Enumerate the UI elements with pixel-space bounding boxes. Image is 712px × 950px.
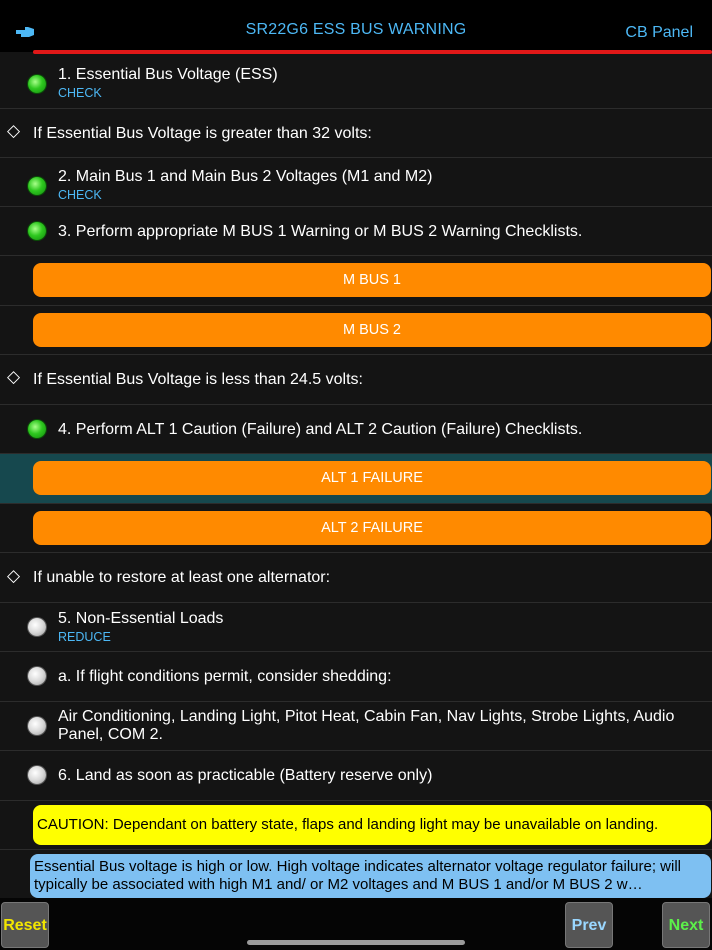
checklist — [0, 54, 712, 906]
item-action: REDUCE — [58, 630, 111, 644]
checklist-item[interactable] — [0, 207, 712, 256]
checklist-item[interactable] — [0, 751, 712, 801]
link-row — [0, 504, 712, 553]
checklist-item[interactable] — [0, 603, 712, 652]
checklist-item[interactable] — [0, 54, 712, 109]
condition-row — [0, 355, 712, 405]
item-action: CHECK — [58, 188, 102, 202]
status-pending-icon — [28, 717, 46, 735]
item-label: 6. Land as soon as practicable (Battery reserve only) — [58, 767, 433, 784]
item-label: 1. Essential Bus Voltage (ESS) — [58, 66, 278, 83]
checklist-item[interactable] — [0, 652, 712, 702]
caution-banner: CAUTION: Dependant on battery state, flaps and landing light may be unavailable on landing. — [33, 805, 711, 845]
m-bus-1-button[interactable]: M BUS 1 — [33, 263, 711, 297]
cb-panel-link[interactable]: CB Panel — [625, 24, 693, 41]
checklist-item[interactable] — [0, 702, 712, 751]
link-row — [0, 256, 712, 306]
item-label: 5. Non-Essential Loads — [58, 610, 224, 627]
item-label: 4. Perform ALT 1 Caution (Failure) and ALT 2 Caution (Failure) Checklists. — [58, 421, 583, 438]
note-text: Essential Bus voltage is high or low. High voltage indicates alternator voltage regulator failure; will typically be associated with high M1 and/ or M2 voltages and M BUS 1 and/or M BUS 2 w… — [34, 858, 682, 893]
condition-text: If unable to restore at least one alternator: — [33, 569, 331, 586]
status-pending-icon — [28, 766, 46, 784]
status-pending-icon — [28, 618, 46, 636]
checklist-item[interactable] — [0, 405, 712, 454]
item-action: CHECK — [58, 86, 102, 100]
status-pending-icon — [28, 667, 46, 685]
page-title: SR22G6 ESS BUS WARNING — [245, 21, 467, 38]
bottom-toolbar — [0, 898, 712, 950]
item-label: 2. Main Bus 1 and Main Bus 2 Voltages (M1 and M2) — [58, 168, 433, 185]
status-complete-icon — [28, 75, 46, 93]
m-bus-2-button[interactable]: M BUS 2 — [33, 313, 711, 347]
diamond-icon: ◇ — [7, 367, 21, 386]
condition-text: If Essential Bus Voltage is greater than 32 volts: — [33, 125, 372, 142]
reset-button[interactable]: Reset — [1, 902, 49, 948]
link-row-selected — [0, 454, 712, 504]
next-button[interactable]: Next — [662, 902, 710, 948]
note-banner — [30, 854, 711, 898]
prev-button[interactable]: Prev — [565, 902, 613, 948]
diamond-icon: ◇ — [7, 121, 21, 140]
status-complete-icon — [28, 177, 46, 195]
condition-row — [0, 553, 712, 603]
item-label: 3. Perform appropriate M BUS 1 Warning or M BUS 2 Warning Checklists. — [58, 223, 583, 240]
top-navigation-bar — [0, 0, 712, 52]
condition-text: If Essential Bus Voltage is less than 24.5 volts: — [33, 371, 363, 388]
condition-row — [0, 109, 712, 158]
item-label: a. If flight conditions permit, consider shedding: — [58, 668, 392, 685]
item-label: Air Conditioning, Landing Light, Pitot Heat, Cabin Fan, Nav Lights, Strobe Lights, Audio Panel, COM 2. — [58, 708, 675, 743]
alt-1-failure-button[interactable]: ALT 1 FAILURE — [33, 461, 711, 495]
home-indicator — [247, 940, 465, 945]
status-complete-icon — [28, 420, 46, 438]
link-row — [0, 306, 712, 355]
status-complete-icon — [28, 222, 46, 240]
caution-row — [0, 801, 712, 850]
alt-2-failure-button[interactable]: ALT 2 FAILURE — [33, 511, 711, 545]
checklist-item[interactable] — [0, 158, 712, 207]
diamond-icon: ◇ — [7, 566, 21, 585]
